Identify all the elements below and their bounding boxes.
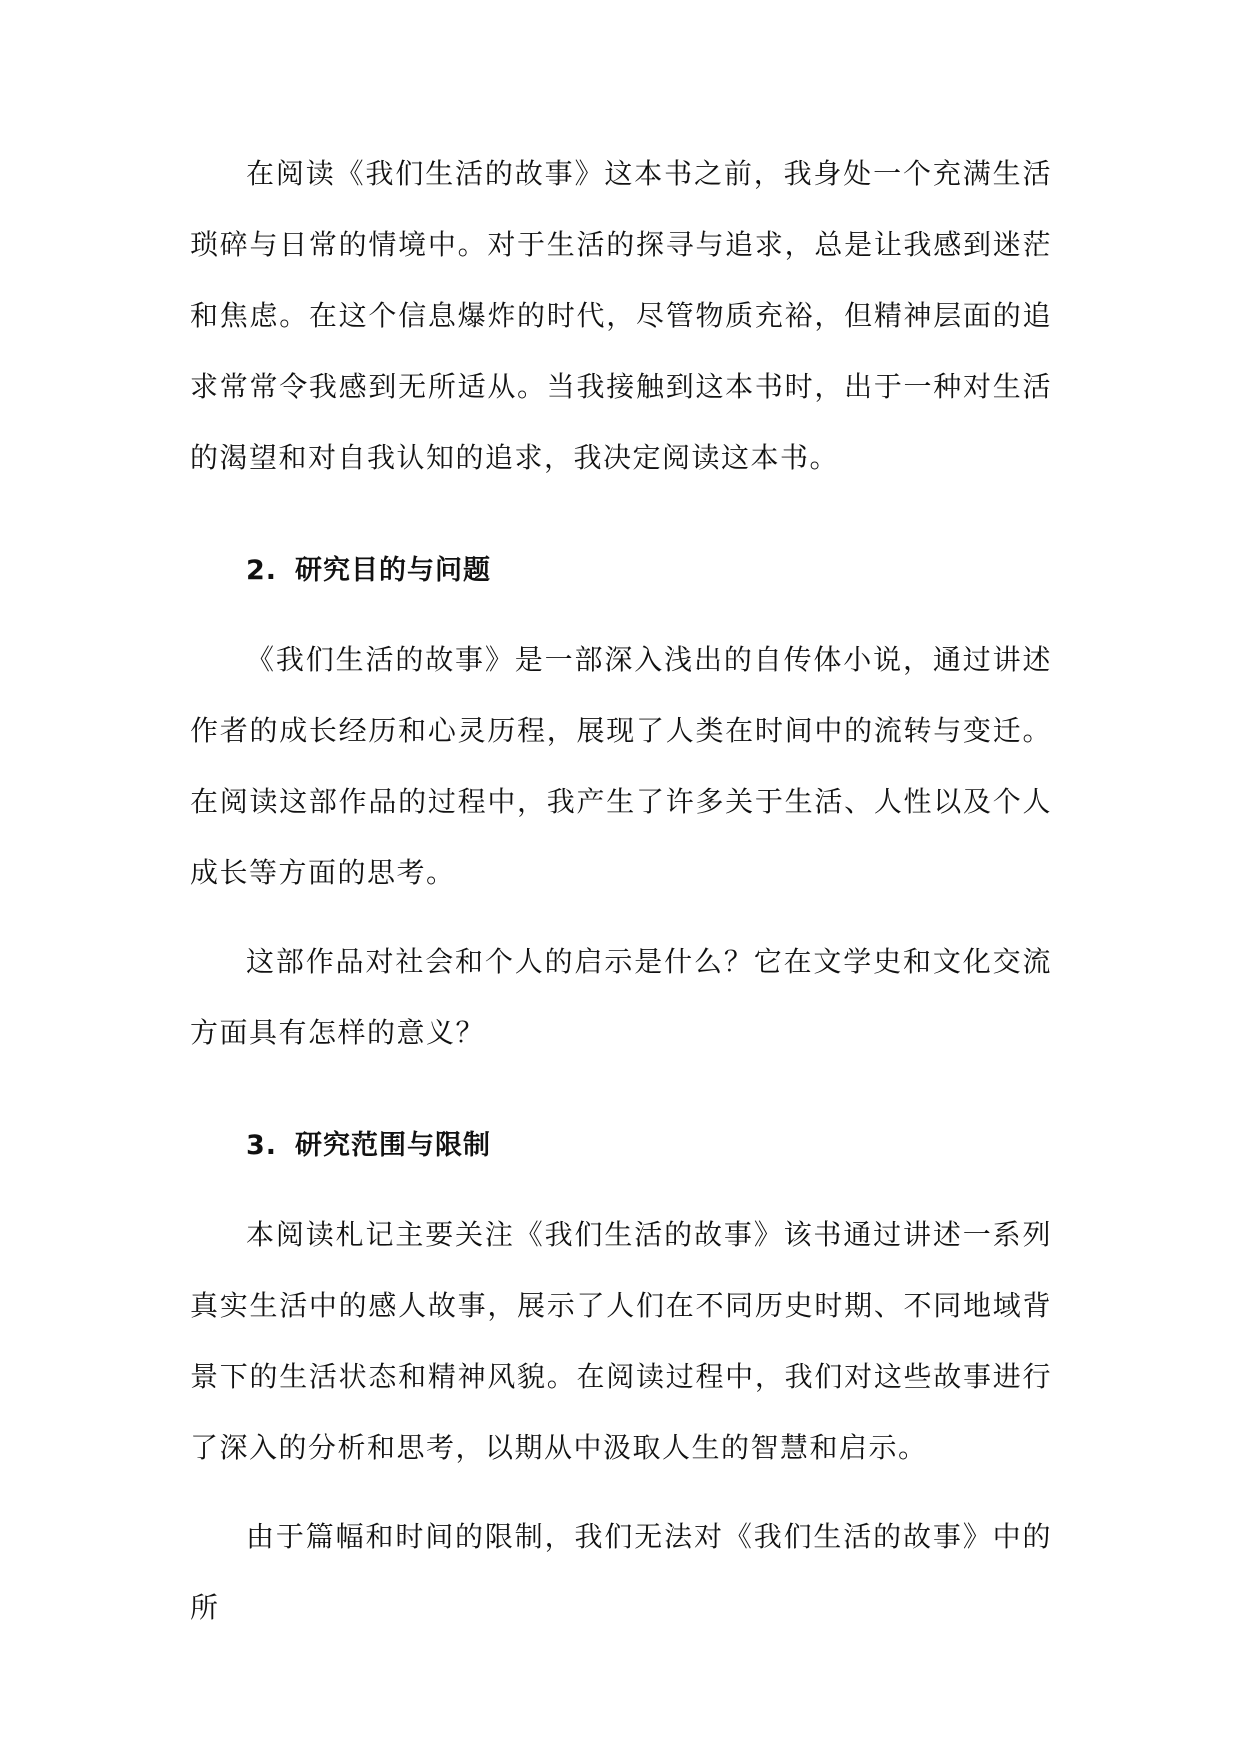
- section-number: 3.: [246, 1130, 278, 1161]
- section-heading-2: [190, 535, 1052, 606]
- section3-paragraph-1: 本阅读札记主要关注《我们生活的故事》该书通过讲述一系列真实生活中的感人故事，展示了人们在不同历史时期、不同地域背景下的生活状态和精神风貌。在阅读过程中，我们对这些故事进行了深入的分析和思考，以期从中汲取人生的智慧和启示。: [190, 1218, 1052, 1464]
- document-body: [190, 138, 1052, 1643]
- intro-paragraph: 在阅读《我们生活的故事》这本书之前，我身处一个充满生活琐碎与日常的情境中。对于生活的探寻与追求，总是让我感到迷茫和焦虑。在这个信息爆炸的时代，尽管物质充裕，但精神层面的追求常常令我感到无所适从。当我接触到这本书时，出于一种对生活的渴望和对自我认知的追求，我决定阅读这本书。: [190, 157, 1052, 474]
- section-heading-3: [190, 1110, 1052, 1181]
- section3-paragraph-2: 由于篇幅和时间的限制，我们无法对《我们生活的故事》中的所: [190, 1520, 1052, 1624]
- section-number: 2.: [246, 555, 278, 586]
- section-title: 研究范围与限制: [295, 1130, 492, 1161]
- section2-paragraph-2: 这部作品对社会和个人的启示是什么？它在文学史和文化交流方面具有怎样的意义？: [190, 945, 1052, 1049]
- section2-paragraph-1: 《我们生活的故事》是一部深入浅出的自传体小说，通过讲述作者的成长经历和心灵历程，展现了人类在时间中的流转与变迁。在阅读这部作品的过程中，我产生了许多关于生活、人性以及个人成长等方面的思考。: [190, 643, 1052, 889]
- section-title: 研究目的与问题: [295, 555, 492, 586]
